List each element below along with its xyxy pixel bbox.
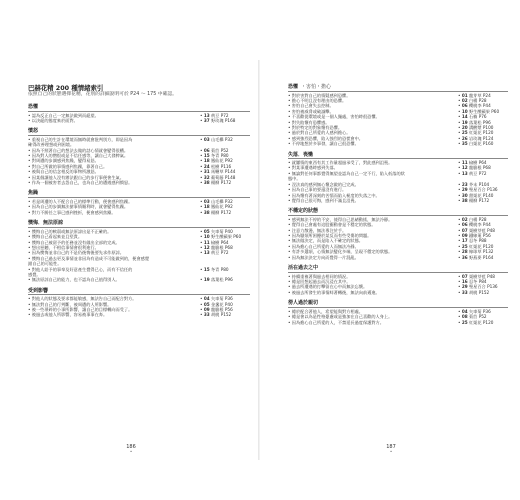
remedy-number: 06: [203, 147, 210, 153]
right-page-content: [288, 84, 508, 330]
remedy-name-page: 山毛櫸 P32: [210, 198, 233, 204]
index-title: 巴赫花精 200 種情緒索引: [28, 84, 104, 92]
remedy-number: 04: [203, 296, 210, 302]
emotion-entry: • 持續重複著與過去相同的情況。: [288, 273, 351, 279]
remedy-name-page: 矢車菊 P40: [210, 228, 233, 234]
remedy-number: 11: [203, 239, 210, 245]
remedy-number: 09: [203, 307, 210, 313]
remedy-reference: • 35 白栗花 P160: [458, 141, 494, 147]
remedy-name-page: 松樹 P116: [210, 163, 232, 169]
remedy-reference: • 01 龍芽草 P24: [458, 92, 491, 98]
emotion-entry: • 對周遭的步調感到焦躁，變得易怒。: [28, 158, 99, 164]
section-heading-text: 不穩定的狀態: [288, 208, 319, 215]
remedy-name-page: 榆樹 P64: [468, 160, 487, 166]
emotion-entry: 感覺。: [28, 271, 41, 277]
remedy-name-page: 矢車菊 P36: [468, 308, 491, 314]
remedy-reference: • 06 菊苣 P52: [200, 147, 229, 153]
remedy-name-page: 線球草 P132: [468, 249, 494, 255]
emotion-entry: • 以決絕的態度來於面對。: [28, 117, 78, 123]
remedy-reference: • 20 溝酸漿 P100: [458, 124, 494, 130]
remedy-reference: • 29 聖星百合 P136: [458, 187, 498, 193]
page-number-left-text: 186: [126, 444, 136, 450]
index-section: [288, 152, 508, 204]
remedy-name-page: 紅栗花 P120: [468, 319, 494, 325]
section-heading-text: 憤怒: [28, 128, 39, 135]
remedy-name-page: 野生酸蘋果 P60: [468, 108, 500, 114]
remedy-name-page: 矢車菊 P36: [210, 296, 233, 302]
emotion-entry: • 懊悔自己過去更及事情並非因為有造成不可能做到的，便會感覺: [28, 255, 150, 261]
remedy-reference: • 04 矢車菊 P36: [458, 308, 491, 314]
remedy-name-page: 聖星百合 P136: [468, 187, 498, 193]
emotion-entry: • 因某個讓他人沒有辦法跟自己的步行事便會生氣。: [28, 174, 124, 180]
remedy-number: 38: [203, 209, 210, 215]
section-heading: [28, 128, 250, 136]
remedy-reference: • 23 芥末 P104: [458, 181, 490, 187]
remedy-name-page: 楊柳 P172: [210, 209, 232, 215]
remedy-name-page: 榆樹 P64: [210, 239, 229, 245]
remedy-number: 07: [461, 227, 468, 233]
remedy-name-page: 岩玫瑰 P124: [468, 135, 494, 141]
left-page-content: [28, 84, 250, 323]
remedy-reference: • 24 松樹 P116: [200, 163, 232, 169]
remedy-number: 25: [461, 319, 468, 325]
section-heading: [28, 220, 250, 228]
index-row: [28, 210, 250, 215]
remedy-name-page: 鳳仙花 P92: [210, 158, 233, 164]
remedy-reference: • 38 楊柳 P172: [458, 197, 490, 203]
page-number-left-dot: •: [129, 449, 133, 454]
remedy-number: 13: [203, 250, 210, 256]
emotion-entry: • 就屢情的東西有其工作量超過承受了，對此感到沮喪。: [288, 160, 393, 166]
remedy-number: 38: [203, 180, 210, 186]
remedy-number: 08: [461, 314, 468, 320]
emotion-entry: • 因為對人的憎恨或是不信任感等，讓自己大發脾氣。: [28, 153, 129, 159]
emotion-entry: • 無法原諒自己的能力，也不認為自己值得別人。: [28, 277, 120, 283]
remedy-number: 06: [461, 103, 468, 109]
remedy-number: 35: [461, 141, 468, 147]
remedy-name-page: 忍冬 P88: [468, 238, 487, 244]
emotion-entry: • 因為自己的步調無法搶事情順利時，就會變得焦躁。: [28, 204, 129, 210]
remedy-reference: • 11 榆樹 P64: [458, 160, 487, 166]
remedy-name-page: 龍芽草 P24: [468, 92, 491, 98]
emotion-entry: • 覺得自己很可悔，感到不滿且沮喪。: [288, 197, 359, 203]
remedy-name-page: 菊苣 P52: [210, 147, 229, 153]
index-subtitle: 依照自己的狀態選擇花精，花別的詳細說明可於 P24 ～ 175 中確認。: [28, 92, 177, 97]
index-section: [288, 265, 508, 295]
remedy-number: 13: [461, 170, 468, 176]
remedy-name-page: 落葉松 P96: [210, 277, 233, 283]
remedy-number: 10: [461, 108, 468, 114]
emotion-entry: • 沒法真的感到無心懷念做的已完成。: [288, 181, 359, 187]
remedy-number: 05: [203, 228, 210, 234]
remedy-reference: • 03 山毛櫸 P32: [200, 136, 233, 142]
section-heading-text: 恐懼: [28, 104, 39, 110]
remedy-name-page: 胡桃 P152: [210, 312, 232, 318]
remedy-reference: • 14 石楠 P76: [458, 114, 487, 120]
index-row: [28, 180, 250, 185]
emotion-entry: • 因為擔心自己所愛的人而無法冷靜。: [288, 243, 359, 249]
remedy-number: 01: [461, 92, 468, 98]
remedy-number: 16: [461, 278, 468, 284]
emotion-entry: • 因為擔心自己所愛的人，不禁延長過度保護對方。: [288, 319, 384, 325]
index-section: [28, 104, 250, 123]
remedy-name-page: 忍冬 P84: [468, 278, 487, 284]
emotion-entry: • 懊悔自己看起來並且堅貴。: [28, 234, 83, 240]
remedy-reference: • 13 荊豆 P72: [200, 250, 229, 256]
remedy-reference: • 25 紅栗花 P120: [458, 319, 494, 325]
remedy-number: 24: [203, 163, 210, 169]
emotion-entry: • 不停地想於多事發，讓自己很恐懼。: [288, 141, 359, 147]
remedy-number: 03: [203, 198, 210, 204]
emotion-entry: • 總是會以為是性格憂慮或是強加在自己喜歡的人身上。: [288, 314, 393, 320]
remedy-reference: • 17 忍冬 P88: [458, 238, 487, 244]
right-sections: [288, 84, 508, 325]
emotion-entry: • 感到無法不停的不安，使得自己思緒動搖，無法冷靜。: [288, 216, 393, 222]
section-heading: [28, 104, 250, 112]
remedy-number: 32: [203, 174, 210, 180]
remedy-reference: • 15 冬青 P80: [200, 266, 229, 272]
remedy-reference: • 13 荊豆 P72: [458, 170, 487, 176]
remedy-reference: • 06 櫻桃李 P44: [458, 222, 491, 228]
remedy-reference: • 15 冬青 P80: [200, 153, 229, 159]
remedy-reference: • 07 栗樹芽苞 P48: [458, 273, 495, 279]
remedy-name-page: 楊柳 P172: [210, 180, 232, 186]
remedy-name-page: 白楊 P28: [468, 97, 487, 103]
section-heading-text: 徬人過於親切: [288, 300, 319, 307]
emotion-entry: 態中。: [288, 176, 301, 182]
emotion-entry: • 被過去或他人所影響，容易被事事在奔。: [28, 312, 108, 318]
emotion-entry: • 對他人給予的事奉及好意產生覺得已心，而有不信任的: [28, 266, 133, 272]
emotion-entry: • 感到強烈恐懼，陷入強烈的恐慌會中。: [288, 135, 363, 141]
remedy-number: 12: [461, 165, 468, 171]
remedy-number: 06: [461, 222, 468, 228]
emotion-entry: • 認為反正自己一定無法做到而絕望。: [28, 112, 99, 118]
emotion-entry: • 害怕自己會失去控制。: [288, 103, 334, 109]
emotion-entry: • 對他人的狀態及要求都能敏感，無法告自己而配合對方。: [28, 296, 137, 302]
remedy-name-page: 金盞花 P40: [210, 301, 233, 307]
remedy-number: 36: [461, 254, 468, 260]
remedy-number: 02: [461, 216, 468, 222]
remedy-reference: • 03 山毛櫸 P32: [200, 198, 233, 204]
remedy-number: 31: [203, 169, 210, 175]
remedy-reference: • 02 白楊 P28: [458, 97, 487, 103]
remedy-name-page: 芥末 P104: [468, 181, 490, 187]
index-section: [288, 84, 508, 147]
remedy-name-page: 菊苣 P52: [468, 314, 487, 320]
emotion-entry: • 懊悔自己的軟弱或無法原諒出是不正確的。: [28, 228, 112, 234]
section-heading-text: 活在過去之中: [288, 265, 319, 272]
remedy-name-page: 龍膽根 P68: [210, 244, 233, 250]
remedy-number: 04: [461, 308, 468, 314]
emotion-entry: • 懊悔自己被留予的任務並沒有做出全部的完成。: [28, 239, 120, 245]
remedy-name-page: 櫻桃李 P44: [468, 222, 491, 228]
section-heading: [28, 288, 250, 296]
remedy-name-page: 葡萄藤 P148: [210, 174, 236, 180]
remedy-number: 33: [461, 289, 468, 295]
page-number-right-text: 187: [386, 444, 396, 450]
remedy-number: 07: [461, 273, 468, 279]
remedy-reference: • 12 龍膽根 P68: [200, 244, 233, 250]
index-row: [288, 290, 508, 295]
remedy-number: 37: [203, 117, 210, 123]
remedy-name-page: 楊柳 P172: [468, 197, 490, 203]
emotion-entry: • 總是回想起過去而沉浸在其中。: [288, 278, 351, 284]
remedy-number: 25: [461, 243, 468, 249]
remedy-reference: • 25 紅栗花 P120: [458, 130, 494, 136]
remedy-reference: • 04 矢車菊 P36: [200, 296, 233, 302]
emotion-entry: • 無論對任何事都覺得無望並認為自己一定不行，陷入低落的狀: [288, 170, 405, 176]
remedy-reference: • 26 岩玫瑰 P124: [458, 135, 494, 141]
emotion-entry: • 被過去所發生的事情絆著轉後，無法向前邁進。: [288, 289, 380, 295]
remedy-name-page: 鳳仙花 P92: [210, 204, 233, 210]
remedy-reference: • 28 線球草 P132: [458, 249, 494, 255]
index-section: [28, 190, 250, 215]
index-row: [28, 118, 250, 123]
remedy-reference: • 09 鐵線蓮 P56: [458, 233, 491, 239]
section-heading-text: 焦躁: [28, 190, 39, 197]
remedy-name-page: 荊豆 P72: [210, 112, 229, 118]
remedy-name-page: 石楠 P76: [468, 114, 487, 120]
index-row: [288, 320, 508, 325]
remedy-name-page: 荊豆 P72: [468, 170, 487, 176]
remedy-name-page: 溝酸漿 P100: [468, 124, 494, 130]
emotion-entry: • 對於害對自己的情疑感到恐懼。: [288, 92, 351, 98]
remedy-number: 29: [461, 187, 468, 193]
emotion-entry: • 因為無法決定方向而覺得一片混亂。: [288, 254, 359, 260]
remedy-number: 19: [461, 119, 468, 125]
page-number-left: [8, 444, 254, 454]
remedy-number: 23: [461, 181, 468, 187]
emotion-entry: • 因為自己事的要還沒有進行。: [288, 187, 347, 193]
index-row: [288, 198, 508, 203]
remedy-number: 11: [461, 160, 468, 166]
section-heading: [288, 152, 508, 160]
remedy-number: 18: [203, 158, 210, 164]
remedy-number: 28: [461, 249, 468, 255]
remedy-reference: • 16 忍冬 P84: [458, 278, 487, 284]
book-gutter: [258, 60, 260, 460]
remedy-name-page: 龍膽根 P56: [210, 307, 233, 313]
remedy-number: 15: [203, 153, 210, 159]
remedy-number: 17: [461, 238, 468, 244]
remedy-reference: • 05 金盞花 P40: [200, 301, 233, 307]
remedy-reference: • 19 落葉松 P96: [200, 277, 233, 283]
emotion-entry: • 對力不勝任之事已感到挫折，便會感到焦躁。: [28, 209, 116, 215]
emotion-entry: • 覺得自己會處有這股衝動會是不穩定的狀態。: [288, 222, 376, 228]
emotion-entry: • 過於對自己所愛的人感到擔心。: [288, 130, 351, 136]
remedy-name-page: 胡桃 P152: [468, 289, 490, 295]
remedy-reference: • 38 楊柳 P172: [200, 209, 232, 215]
remedy-number: 29: [461, 284, 468, 290]
emotion-entry: • 因為懷有著深刻的苦惱而陷入極度的失落之中。: [288, 192, 380, 198]
remedy-name-page: 荊豆 P72: [210, 250, 229, 256]
index-row: [288, 255, 508, 260]
remedy-reference: • 06 櫻桃李 P44: [458, 103, 491, 109]
remedy-name-page: 冬青 P80: [210, 266, 229, 272]
remedy-reference: • 13 荊豆 P72: [200, 112, 229, 118]
section-heading-text: 恐懼: [288, 84, 299, 90]
remedy-reference: • 33 胡桃 P152: [458, 289, 490, 295]
remedy-name-page: 栗樹芽苞 P48: [468, 273, 495, 279]
emotion-entry: • 害怕被威脅或破滅擊。: [288, 108, 334, 114]
remedy-number: 13: [203, 112, 210, 118]
remedy-name-page: 龍膽根 P68: [468, 165, 491, 171]
emotion-entry: • 擔心不明且沒有理由的恐懼。: [288, 97, 347, 103]
remedy-name-page: 栗樹芽苞 P48: [468, 227, 495, 233]
remedy-name-page: 馬鞭草 P144: [210, 169, 236, 175]
section-heading: [288, 265, 508, 273]
remedy-number: 30: [461, 192, 468, 198]
remedy-name-page: 野玫瑰 P168: [210, 117, 236, 123]
index-row: [288, 141, 508, 146]
emotion-entry: • 因為懊悔並非自己的不是仍後悔後要先求作原諒。: [28, 250, 124, 256]
remedy-number: 33: [203, 312, 210, 318]
emotion-entry: • 總於配合著他人，希望能與對方相處。: [288, 308, 363, 314]
index-section: [28, 288, 250, 318]
remedy-name-page: 甜栗花 P140: [468, 192, 494, 198]
index-section: [288, 300, 508, 325]
index-section: [28, 128, 250, 185]
page-number-right-dot: •: [389, 449, 393, 454]
emotion-entry: 確得改善理想或到困境。: [28, 142, 75, 148]
remedy-reference: • 09 龍膽根 P56: [200, 307, 233, 313]
remedy-name-page: 鐵線蓮 P56: [468, 233, 491, 239]
remedy-name-page: 落葉松 P96: [468, 119, 491, 125]
emotion-entry: • 注意力散漫，無法專注於手。: [288, 227, 347, 233]
emotion-entry: • 因為不照著自己的想法去做的話心情就會變得很糟。: [28, 147, 129, 153]
right-page: [268, 60, 514, 460]
emotion-entry: • 對自己所做的事情感到焦躁，靠著自己。: [28, 163, 108, 169]
emotion-entry: • 無法對自己的行判斷，被周遭的人所影響。: [28, 301, 112, 307]
emotion-entry: • 作為一個被害者去怨自己，也為自己的遭遇感到憤怒。: [28, 180, 133, 186]
section-heading-text: 受到影響: [28, 287, 49, 294]
emotion-entry: • 被一些瑣碎的小事所影響，讓自己的目標轉向而受了。: [28, 307, 133, 313]
section-heading: [288, 84, 508, 92]
remedy-reference: • 10 野生酸蘋果 P60: [458, 108, 500, 114]
emotion-entry: • 過去所遭遇的打擊留在心中而無法忘懷。: [288, 284, 368, 290]
remedy-name-page: 野燕麥 P164: [468, 254, 494, 260]
emotion-entry: • 有許多選項，心情無法變化多端，呈現不穩定的狀態。: [288, 249, 393, 255]
remedy-number: 25: [461, 130, 468, 136]
page-number-right: [268, 444, 514, 454]
index-row: [28, 312, 250, 317]
section-heading-sub: ・害怕・擔心: [301, 84, 332, 90]
remedy-number: 19: [203, 277, 210, 283]
remedy-name-page: 山毛櫸 P32: [210, 136, 233, 142]
emotion-entry: • 對某事遭遇時感到失落。: [288, 165, 338, 171]
remedy-reference: • 12 龍膽根 P68: [458, 165, 491, 171]
emotion-entry: • 重視自己的生計在環境而無時就會批判別方，即是因為: [28, 136, 133, 142]
remedy-reference: • 10 野生酸蘋果 P60: [200, 234, 242, 240]
remedy-name-page: 紅栗花 P120: [468, 130, 494, 136]
remedy-name-page: 白楊 P28: [468, 216, 487, 222]
remedy-name-page: 紅栗花 P120: [468, 243, 494, 249]
section-heading-text: 懊悔．無法原諒: [28, 220, 64, 227]
remedy-reference: • 05 矢車菊 P40: [200, 228, 233, 234]
remedy-name-page: 聖星百合 P136: [468, 284, 498, 290]
remedy-number: 20: [461, 124, 468, 130]
section-heading: [288, 300, 508, 308]
emotion-entry: 錯自己的可能性。: [28, 261, 62, 267]
remedy-reference: • 25 紅栗花 P120: [458, 243, 494, 249]
emotion-entry: • 被與自己的信念相反的事物所激怒。: [28, 169, 99, 175]
remedy-number: 03: [203, 136, 210, 142]
remedy-number: 38: [461, 197, 468, 203]
emotion-entry: • 對於特定的對象懷有恐懼。: [288, 124, 343, 130]
remedy-reference: • 29 聖星百合 P136: [458, 284, 498, 290]
remedy-reference: • 37 野玫瑰 P168: [200, 117, 236, 123]
emotion-entry: • 對失敗懷有恐懼感。: [288, 119, 330, 125]
remedy-reference: • 18 鳳仙花 P92: [200, 158, 233, 164]
remedy-reference: • 19 落葉松 P96: [458, 119, 491, 125]
section-heading-text: 失落．喪慟: [288, 151, 314, 158]
remedy-reference: • 07 栗樹芽苞 P48: [458, 227, 495, 233]
remedy-reference: • 02 白楊 P28: [458, 216, 487, 222]
emotion-entry: • 無法做決定，而是陷入不確定的狀態。: [288, 238, 363, 244]
remedy-reference: • 08 菊苣 P52: [458, 314, 487, 320]
remedy-reference: • 31 馬鞭草 P144: [200, 169, 236, 175]
remedy-name-page: 冬青 P80: [210, 153, 229, 159]
remedy-number: 05: [203, 301, 210, 307]
section-heading: [28, 190, 250, 198]
remedy-number: 12: [203, 244, 210, 250]
remedy-number: 14: [461, 114, 468, 120]
remedy-reference: • 30 甜栗花 P140: [458, 192, 494, 198]
remedy-reference: • 33 胡桃 P152: [200, 312, 232, 318]
remedy-name-page: 野生酸蘋果 P60: [210, 234, 242, 240]
remedy-number: 09: [461, 233, 468, 239]
left-sections: [28, 104, 250, 318]
remedy-name-page: 白栗花 P160: [468, 141, 494, 147]
remedy-number: 15: [203, 266, 210, 272]
remedy-number: 10: [203, 234, 210, 240]
section-heading: [288, 208, 508, 216]
remedy-reference: • 18 鳳仙花 P92: [200, 204, 233, 210]
emotion-entry: • 因為厭煩所困擾於某反而有些受傷的問題。: [288, 233, 372, 239]
remedy-reference: • 38 楊柳 P172: [200, 180, 232, 186]
index-section: [28, 220, 250, 283]
remedy-reference: • 11 榆樹 P64: [200, 239, 229, 245]
remedy-reference: • 36 野燕麥 P164: [458, 254, 494, 260]
remedy-name-page: 櫻桃李 P44: [468, 103, 491, 109]
left-page: [8, 60, 254, 460]
emotion-entry: • 想出惡聽，不相信事情會很利進行。: [28, 244, 99, 250]
remedy-number: 18: [203, 204, 210, 210]
remedy-reference: • 32 葡萄藤 P148: [200, 174, 236, 180]
remedy-number: 26: [461, 135, 468, 141]
emotion-entry: • 不喜歡從環境或是一個人獨處，害怕時很恐懼。: [288, 114, 380, 120]
index-row: [28, 277, 250, 282]
emotion-entry: • 若是周遭的人不配合自己的標準行動，便會感到焦躁。: [28, 198, 133, 204]
remedy-number: 02: [461, 97, 468, 103]
index-section: [288, 208, 508, 260]
